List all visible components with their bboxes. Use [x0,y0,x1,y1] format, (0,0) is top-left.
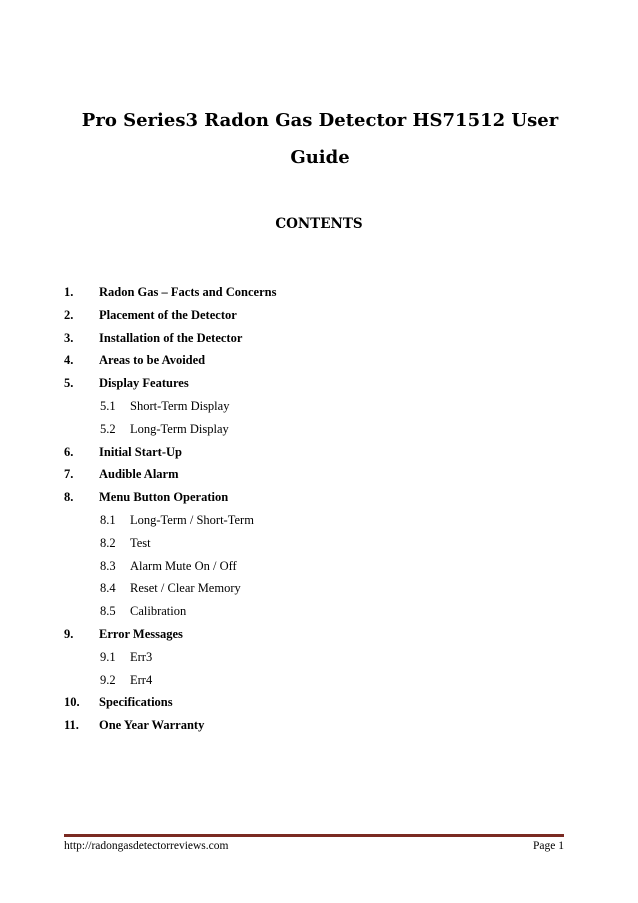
toc-entry-number: 9. [64,626,74,641]
toc-entry[interactable] [64,714,564,737]
toc-entry-number: 10. [64,695,80,710]
toc-entry-label: Reset / Clear Memory [130,581,241,596]
toc-entry-number: 8.3 [100,558,116,573]
toc-entry-label: Radon Gas – Facts and Concerns [99,285,277,299]
toc-entry-label: Menu Button Operation [99,490,229,505]
contents-heading: CONTENTS [275,216,363,232]
toc-entry-number: 9.1 [100,649,116,664]
toc-entry[interactable] [64,327,564,350]
toc-entry-number: 6. [64,444,74,459]
toc-entry[interactable] [64,304,564,327]
footer-rule [64,834,564,837]
toc-entry-label: Areas to be Avoided [99,353,206,368]
table-of-contents [64,281,564,737]
toc-entry[interactable] [64,486,564,509]
toc-entry-label: Installation of the Detector [99,330,243,345]
toc-entry-number: 2. [64,307,74,322]
toc-entry-number: 4. [64,353,74,368]
toc-entry-label: Err4 [130,672,153,687]
toc-entry-label: Calibration [130,604,187,619]
toc-entry[interactable] [64,372,564,395]
toc-entry-number: 5.1 [100,398,116,413]
toc-subentry[interactable] [64,395,564,418]
toc-entry-number: 3. [64,330,74,345]
toc-entry-number: 5. [64,376,74,391]
toc-entry-label: Initial Start-Up [99,444,182,459]
toc-entry-number: 8.2 [100,535,116,550]
toc-entry-label: Audible Alarm [99,467,179,482]
toc-entry-number: 8.5 [100,604,116,619]
toc-entry[interactable] [64,349,564,372]
toc-entry[interactable] [64,281,564,304]
toc-subentry[interactable] [64,418,564,441]
toc-entry-label: Long-Term / Short-Term [130,512,254,527]
toc-entry-number: 8.4 [100,581,116,596]
toc-entry-label: Error Messages [99,626,183,641]
toc-entry-label: Display Features [99,376,189,391]
toc-entry-label: Alarm Mute On / Off [130,558,237,573]
toc-entry-number: 11. [64,718,79,733]
toc-entry[interactable] [64,691,564,714]
toc-entry[interactable] [64,441,564,464]
toc-entry-label: Err3 [130,649,153,664]
toc-subentry[interactable] [64,532,564,555]
document-title-line-1: Pro Series3 Radon Gas Detector HS71512 User [81,110,559,131]
toc-entry-number: 8.1 [100,512,116,527]
toc-entry-label: Placement of the Detector [99,307,237,322]
document-title [60,102,580,176]
document-title-line-2: Guide [290,147,350,168]
toc-subentry[interactable] [64,555,564,578]
toc-entry-number: 7. [64,467,74,482]
footer-page-number: Page 1 [533,840,564,852]
toc-subentry[interactable] [64,669,564,692]
toc-subentry[interactable] [64,509,564,532]
toc-subentry[interactable] [64,577,564,600]
toc-entry-label: Short-Term Display [130,398,230,413]
toc-entry[interactable] [64,623,564,646]
toc-entry-number: 1. [64,285,74,299]
toc-entry-number: 5.2 [100,421,116,436]
footer-url[interactable]: http://radongasdetectorreviews.com [64,840,229,852]
toc-entry-label: Long-Term Display [130,421,229,436]
toc-entry-label: Test [130,535,151,550]
toc-entry-label: Specifications [99,695,173,710]
toc-entry[interactable] [64,463,564,486]
toc-subentry[interactable] [64,600,564,623]
toc-entry-number: 9.2 [100,672,116,687]
toc-entry-label: One Year Warranty [99,718,205,733]
toc-entry-number: 8. [64,490,74,505]
toc-subentry[interactable] [64,646,564,669]
